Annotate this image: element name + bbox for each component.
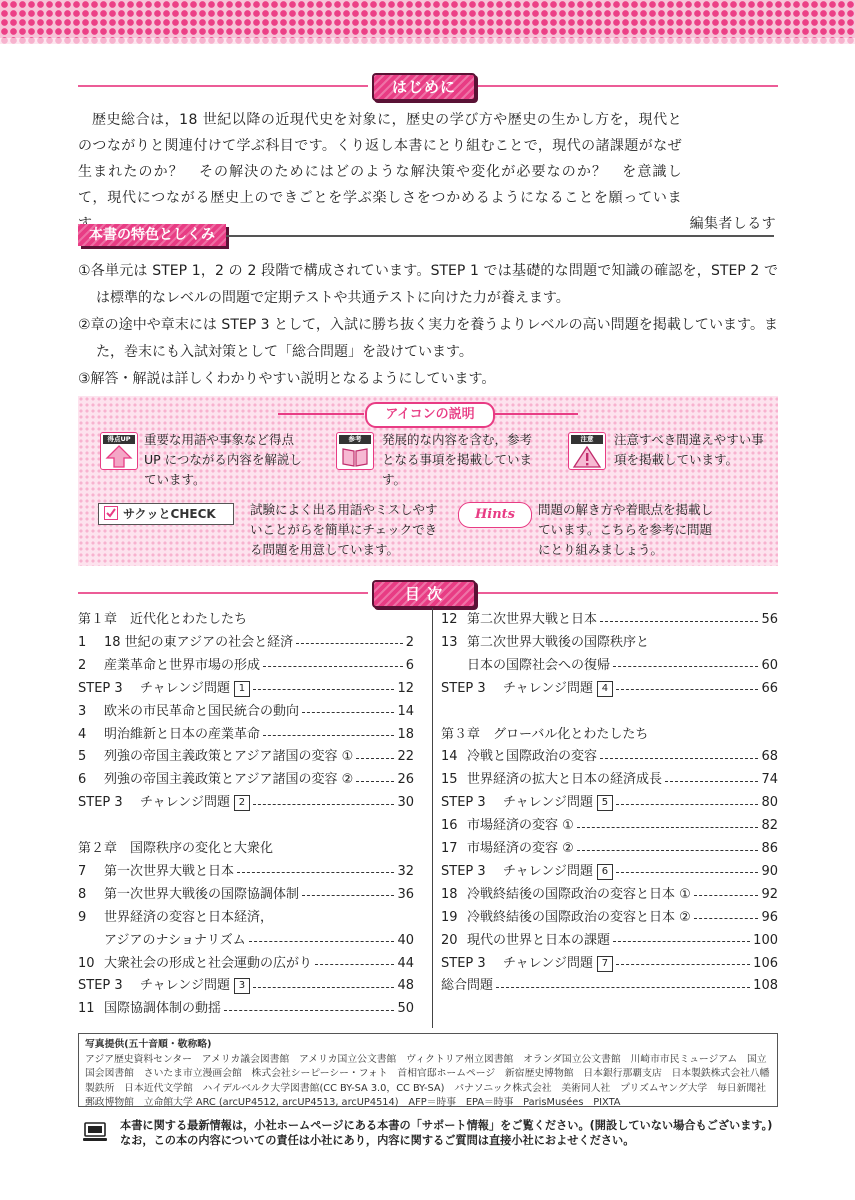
toc-entry xyxy=(78,702,414,722)
toc-entry-number: STEP 3 xyxy=(78,680,123,696)
toc-leader-dots xyxy=(616,689,758,690)
toc-entry xyxy=(441,839,778,859)
toc-entry-number: 1 xyxy=(78,634,87,650)
toc-chapter-heading xyxy=(441,725,778,745)
toc-entry xyxy=(78,725,414,745)
toc-leader-dots xyxy=(296,643,403,644)
chui-description: 注意すべき間違えやすい事項を掲載しています。 xyxy=(614,432,764,467)
toc-entry-title: 冷戦終結後の国際政治の変容と日本 ① xyxy=(467,886,691,902)
photo-credits xyxy=(78,1033,778,1107)
tokuten-up-icon: 得点UP xyxy=(100,432,138,470)
toc-entry-number: 17 xyxy=(441,841,458,856)
feature-item: ③解答・解説は詳しくわかりやすい説明となるようにしています。 xyxy=(78,371,496,387)
toc-page-number: 106 xyxy=(753,955,778,971)
toc-entry xyxy=(441,679,778,699)
hints-badge: Hints xyxy=(458,502,532,528)
toc-entry xyxy=(441,931,778,951)
toc-entry xyxy=(441,633,778,653)
toc-leader-dots xyxy=(577,827,759,828)
toc-chapter-title: 第１章 近代化とわたしたち xyxy=(78,612,248,627)
toc-page-number: 108 xyxy=(753,978,778,994)
toc-leader-dots xyxy=(613,666,758,667)
toc-page-number: 14 xyxy=(397,703,414,719)
toc-entry-title: 第一次世界大戦と日本 xyxy=(104,863,235,879)
toc-challenge-number: 3 xyxy=(234,978,250,994)
toc-entry-title: 第一次世界大戦後の国際協調体制 xyxy=(104,886,300,902)
toc-entry-number: 10 xyxy=(78,955,95,971)
toc-entry-title: 列強の帝国主義政策とアジア諸国の変容 ② xyxy=(104,772,354,788)
toc-leader-dots xyxy=(224,1010,394,1011)
toc-entry xyxy=(78,679,414,699)
toc-chapter-title: 第２章 国際秩序の変化と大衆化 xyxy=(78,841,274,856)
intro-signature: 編集者しるす xyxy=(689,216,776,232)
toc-entry xyxy=(441,770,778,790)
sanko-description: 発展的な内容を含む，参考となる事項を掲載しています。 xyxy=(382,432,533,487)
toc-page-number: 96 xyxy=(761,909,778,925)
toc-leader-dots xyxy=(263,666,403,667)
toc-leader-dots xyxy=(496,987,750,988)
intro-body: 歴史総合は，18 世紀以降の近現代史を対象に，歴史の学び方や歴史の生かし方を，現代とのつながりと関連付けて学ぶ科目です。くり返し本書にとり組むことで，現代の諸課題がなぜ生まれたのか？ その解決のためにはどのような解決策や変化が必要なのか？ を意識して，現代につながる歴史上のできごとを学ぶ楽しさをつかめるようになることを願っていま xyxy=(78,112,682,206)
toc-entry-title: 総合問題 xyxy=(441,978,494,994)
toc-leader-dots xyxy=(616,964,750,965)
support-notice xyxy=(120,1118,772,1148)
toc-chapter-heading xyxy=(78,610,414,630)
computer-icon xyxy=(82,1121,108,1143)
toc-entry-number: 7 xyxy=(78,863,87,879)
toc-page-number: 74 xyxy=(761,772,778,788)
toc-page-number: 66 xyxy=(761,680,778,696)
toc-leader-dots xyxy=(253,689,394,690)
toc-page-number: 12 xyxy=(397,680,414,696)
photo-credits-heading: 写真提供(五十音順・敬称略) xyxy=(85,1039,212,1050)
toc-page-number: 22 xyxy=(397,749,414,765)
toc-page-number: 18 xyxy=(397,726,414,742)
toc-entry-title: 18 世紀の東アジアの社会と経済 xyxy=(104,634,294,650)
toc-entry-title: 市場経済の変容 ② xyxy=(467,841,574,856)
photo-credits-body: アジア歴史資料センター アメリカ議会図書館 アメリカ国立公文書館 ヴィクトリア州立図書館 オランダ国立公文書館 川崎市市民ミュージアム 国立国会図書館 さいたま市立漫画会館 株式会社シーピーシー・フォト 首相官邸ホームページ 新宿歴史博物館 日本銀行那覇支店 日本製鉄株式会社八幡製鉄所 日本近代文学館 ハイデルベルク大学図書館(CC BY-SA 3.0，CC BY-SA) パナソニック株式会社 美術同人社 プリズムヤング大学 毎日新聞社 郵政博物館 立命館大学 ARC (arcUP4512, arcUP4513, arcUP4514) AFP＝時事 EPA＝時事 ParisMusées PIXTA xyxy=(85,1053,776,1109)
toc-entry-title: 現代の世界と日本の課題 xyxy=(467,932,611,948)
toc-page-number: 60 xyxy=(761,657,778,673)
feature-item: ②章の途中や章末には STEP 3 として，入試に勝ち抜く実力を養うよりレベルの高い問題を掲載しています。また，巻末にも入試対策として「総合問題」を設けています。 xyxy=(78,317,778,360)
toc-entry-number: 13 xyxy=(441,634,458,650)
toc-entry-number: STEP 3 xyxy=(441,955,486,971)
toc-entry xyxy=(441,862,778,882)
heading-rule-right xyxy=(478,85,778,87)
toc-entry xyxy=(441,816,778,836)
toc-entry-title: 冷戦と国際政治の変容 xyxy=(467,749,598,765)
toc-entry xyxy=(441,885,778,905)
toc-leader-dots xyxy=(263,735,394,736)
toc-entry-title: チャレンジ問題 xyxy=(140,680,230,696)
toc-page-number: 36 xyxy=(397,886,414,902)
toc-chapter-heading xyxy=(78,839,414,859)
heading-rule-left xyxy=(78,85,368,87)
icon-legend-panel xyxy=(78,396,778,566)
toc-leader-dots xyxy=(253,987,394,988)
toc-entry xyxy=(78,931,414,951)
feature-item: ①各単元は STEP 1，2 の 2 段階で構成されています。STEP 1 では基礎的な問題で知識の確認を，STEP 2 では標準的なレベルの問題で定期テストや共通テストに向けた力が養えます。 xyxy=(78,263,778,306)
toc-entry-title: 世界経済の変容と日本経済， xyxy=(104,909,274,925)
toc-entry-number: 5 xyxy=(78,749,87,765)
toc-challenge-number: 1 xyxy=(234,681,250,697)
toc-page-number: 48 xyxy=(397,978,414,994)
toc-entry-number: 9 xyxy=(78,909,87,925)
toc-entry xyxy=(78,633,414,653)
toc-page-number: 26 xyxy=(397,772,414,788)
toc-page-number: 44 xyxy=(397,955,414,971)
toc-page-number: 40 xyxy=(397,932,414,948)
toc-page-number: 30 xyxy=(397,795,414,811)
toc-entry xyxy=(78,885,414,905)
tokuten-description: 重要な用語や事象など得点 UP につながる内容を解説しています。 xyxy=(144,432,302,487)
chui-icon: 注意 xyxy=(568,432,606,470)
toc-page-number: 100 xyxy=(753,932,778,948)
features-rule xyxy=(226,235,774,237)
toc-entry-title: 列強の帝国主義政策とアジア諸国の変容 ① xyxy=(104,749,354,765)
toc-challenge-number: 4 xyxy=(597,681,613,697)
toc-page-number: 56 xyxy=(761,612,778,627)
toc-entry xyxy=(78,793,414,813)
toc-entry-number: 6 xyxy=(78,772,87,788)
toc-page-number: 80 xyxy=(761,795,778,811)
toc-entry-number: 16 xyxy=(441,818,458,834)
toc-leader-dots xyxy=(600,621,758,622)
toc-leader-dots xyxy=(613,941,750,942)
toc-entry-title: チャレンジ問題 xyxy=(503,795,593,811)
toc-leader-dots xyxy=(356,781,394,782)
toc-entry-number: 15 xyxy=(441,772,458,788)
checkbox-icon xyxy=(104,506,118,520)
toc-leader-dots xyxy=(302,895,394,896)
toc-entry xyxy=(78,908,414,928)
toc-entry-title: チャレンジ問題 xyxy=(140,795,230,811)
toc-entry-title: 産業革命と世界市場の形成 xyxy=(104,657,261,673)
toc-entry-title: 第二次世界大戦後の国際秩序と xyxy=(467,634,650,650)
toc-leader-dots xyxy=(665,781,758,782)
toc-entry-title: チャレンジ問題 xyxy=(503,680,593,696)
toc-challenge-number: 5 xyxy=(597,795,613,811)
features-list xyxy=(78,258,778,393)
toc-challenge-number: 2 xyxy=(234,795,250,811)
toc-entry xyxy=(441,747,778,767)
toc-entry-title: チャレンジ問題 xyxy=(140,978,230,994)
toc-page-number: 86 xyxy=(761,841,778,856)
toc-entry-number: STEP 3 xyxy=(78,978,123,994)
features-heading: 本書の特色としくみ xyxy=(78,224,226,246)
toc-entry-number: 14 xyxy=(441,749,458,765)
toc-entry-title: 市場経済の変容 ① xyxy=(467,818,574,834)
warning-icon xyxy=(569,444,605,470)
toc-leader-dots xyxy=(315,964,394,965)
toc-page-number: 2 xyxy=(405,634,414,650)
toc-entry xyxy=(441,793,778,813)
toc-challenge-number: 6 xyxy=(597,864,613,880)
toc-entry-title: 明治維新と日本の産業革命 xyxy=(104,726,261,742)
check-description: 試験によく出る用語やミスしやすいことがらを簡単にチェックできる問題を用意しています。 xyxy=(250,502,438,557)
toc-challenge-number: 7 xyxy=(597,956,613,972)
toc-page-number: 82 xyxy=(761,818,778,834)
toc-entry-number: 8 xyxy=(78,886,87,902)
toc-entry-number: STEP 3 xyxy=(441,795,486,811)
toc-chapter-title: 第３章 グローバル化とわたしたち xyxy=(441,726,649,742)
toc-entry xyxy=(78,862,414,882)
book-icon xyxy=(337,444,373,470)
toc-entry xyxy=(441,656,778,676)
toc-entry-number: 12 xyxy=(441,612,458,627)
icon-legend-heading: アイコンの説明 xyxy=(365,402,495,428)
toc-leader-dots xyxy=(600,758,758,759)
toc-entry xyxy=(441,610,778,630)
toc-leader-dots xyxy=(302,712,394,713)
toc-entry-title: アジアのナショナリズム xyxy=(104,932,246,948)
toc-entry-number: STEP 3 xyxy=(441,680,486,696)
toc-leader-dots xyxy=(694,918,759,919)
toc-page-number: 92 xyxy=(761,886,778,902)
hints-description: 問題の解き方や着眼点を掲載しています。こちらを参考に問題にとり組みましょう。 xyxy=(538,502,714,557)
toc-entry-number: 11 xyxy=(78,1001,95,1017)
sanko-icon: 参考 xyxy=(336,432,374,470)
toc-entry xyxy=(78,747,414,767)
check-badge: サクッとCHECK xyxy=(98,503,234,525)
toc-leader-dots xyxy=(356,758,394,759)
toc-entry-number: 19 xyxy=(441,909,458,925)
toc-leader-dots xyxy=(694,895,759,896)
toc-entry-title: 大衆社会の形成と社会運動の広がり xyxy=(104,955,313,971)
toc-entry xyxy=(78,999,414,1019)
intro-section xyxy=(78,107,778,237)
toc-entry-number: 4 xyxy=(78,726,87,742)
toc-leader-dots xyxy=(616,872,758,873)
toc-entry-title: 冷戦終結後の国際政治の変容と日本 ② xyxy=(467,909,691,925)
toc-page-number: 50 xyxy=(397,1001,414,1017)
toc-entry-number: 20 xyxy=(441,932,458,948)
toc-divider xyxy=(432,608,433,1028)
toc-entry-number: STEP 3 xyxy=(441,863,486,879)
toc-entry-title: チャレンジ問題 xyxy=(503,955,593,971)
toc-page-number: 32 xyxy=(397,863,414,879)
toc-leader-dots xyxy=(249,941,395,942)
toc-entry-title: 欧米の市民革命と国民統合の動向 xyxy=(104,703,300,719)
toc-entry xyxy=(78,656,414,676)
toc-entry-title: 世界経済の拡大と日本の経済成長 xyxy=(467,772,663,788)
toc-page-number: 68 xyxy=(761,749,778,765)
toc-entry-title: 国際協調体制の動揺 xyxy=(104,1001,222,1017)
support-notice-line2: なお，この本の内容についての責任は小社にあり，内容に関するご質問は直接小社におよせください。 xyxy=(120,1134,635,1147)
toc-entry-number: 18 xyxy=(441,886,458,902)
toc-heading: 目 次 xyxy=(372,580,476,608)
toc-entry xyxy=(78,976,414,996)
toc-entry-title: チャレンジ問題 xyxy=(503,863,593,879)
toc-entry xyxy=(78,770,414,790)
support-notice-line1: 本書に関する最新情報は，小社ホームページにある本書の「サポート情報」をご覧ください。(開設していない場合もございます。) xyxy=(120,1119,773,1132)
toc-entry-title: 第二次世界大戦と日本 xyxy=(467,612,598,627)
toc-page-number: 90 xyxy=(761,863,778,879)
toc-entry xyxy=(441,954,778,974)
toc-entry xyxy=(441,976,778,996)
toc-entry-number: STEP 3 xyxy=(78,795,123,811)
toc-leader-dots xyxy=(577,850,759,851)
toc-entry xyxy=(78,954,414,974)
header-dot-band xyxy=(0,0,855,44)
toc-leader-dots xyxy=(253,804,394,805)
toc-leader-dots xyxy=(237,872,394,873)
toc-page-number: 6 xyxy=(405,657,414,673)
toc-leader-dots xyxy=(616,804,758,805)
arrow-up-icon xyxy=(101,444,137,470)
intro-heading: はじめに xyxy=(372,73,476,101)
toc-entry-title: 日本の国際社会への復帰 xyxy=(467,657,611,673)
toc-entry xyxy=(441,908,778,928)
toc-entry-number: 2 xyxy=(78,657,87,673)
toc-entry-number: 3 xyxy=(78,703,87,719)
